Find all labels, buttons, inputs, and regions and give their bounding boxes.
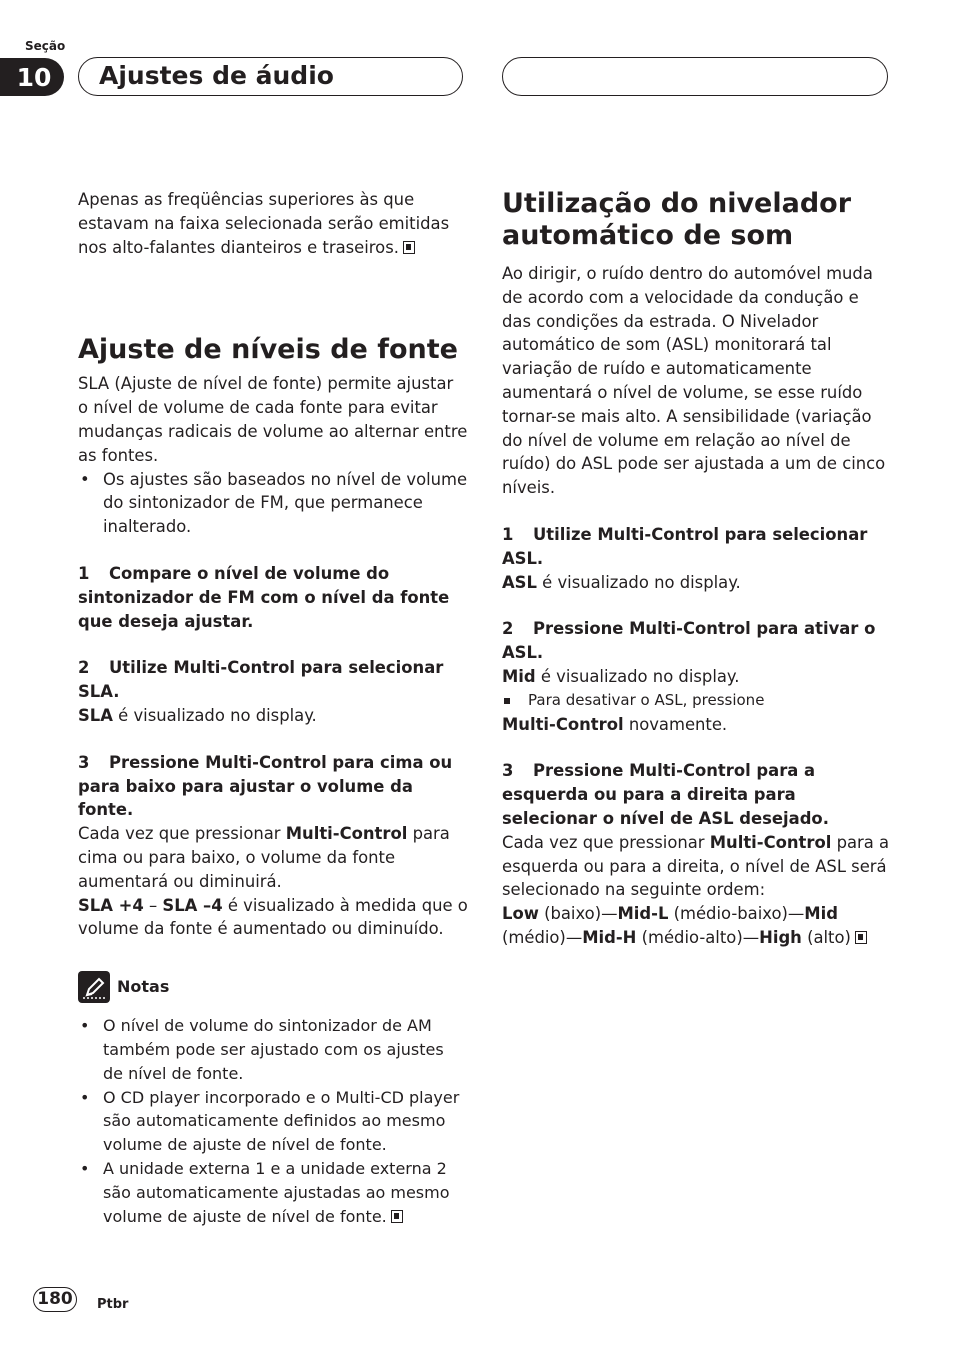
asl-step-2: 2 Pressione Multi-Control para ativar o ASL. bbox=[502, 619, 876, 663]
asl-step-1-result: ASL é visualizado no display. bbox=[502, 572, 741, 592]
page-number: 180 bbox=[33, 1287, 77, 1312]
sla-step-3-range: SLA +4 – SLA –4 é visualizado à medida que o volume da fonte é aumentado ou diminuído. bbox=[78, 895, 468, 939]
left-column bbox=[78, 188, 468, 1228]
sla-body: SLA (Ajuste de nível de fonte) permite ajustar o nível de volume de cada fonte para evitar mudanças radicais de volume ao alternar entre as fontes. bbox=[78, 374, 468, 465]
note-pencil-icon bbox=[78, 971, 110, 1003]
section-title: Ajustes de áudio bbox=[78, 57, 463, 96]
sla-step-1: 1 Compare o nível de volume do sintonizador de FM com o nível da fonte que deseja ajustar. bbox=[78, 563, 450, 631]
sla-step-3: 3 Pressione Multi-Control para cima ou para baixo para ajustar o volume da fonte. bbox=[78, 752, 453, 820]
intro-paragraph: Apenas as freqüências superiores às que estavam na faixa selecionada serão emitidas nos alto-falantes dianteiros e traseiros. bbox=[78, 190, 450, 257]
language-code: Ptbr bbox=[97, 1297, 129, 1312]
sla-step-3-desc: Cada vez que pressionar Multi-Control para cima ou para baixo, o volume da fonte aumentará ou diminuirá. bbox=[78, 824, 450, 891]
notes-title: Notas bbox=[117, 977, 170, 997]
asl-step-3-desc: Cada vez que pressionar Multi-Control para a esquerda ou para a direita, o nível de ASL será selecionado na seguinte ordem: bbox=[502, 832, 890, 900]
asl-step-1: 1 Utilize Multi-Control para selecionar ASL. bbox=[502, 524, 868, 568]
end-mark-icon bbox=[855, 931, 867, 944]
note-item: • O CD player incorporado e o Multi-CD player são automaticamente definidos ao mesmo volume de ajuste de nível de fonte. bbox=[78, 1086, 468, 1157]
sla-step-2-result: SLA é visualizado no display. bbox=[78, 705, 317, 725]
note-item: • A unidade externa 1 e a unidade externa 2 são automaticamente ajustadas ao mesmo volume de ajuste de nível de fonte. bbox=[78, 1157, 468, 1228]
asl-body: Ao dirigir, o ruído dentro do automóvel muda de acordo com a velocidade da condução e das condições da estrada. O Nivelador automático de som (ASL) monitorará tal variação de ruído e automaticamente aumentará o nível de volume, se esse ruído tornar-se mais alto. A sensibilidade (variação do nível de volume em relação ao nível de ruído) do ASL pode ser ajustada a um de cinco níveis. bbox=[502, 264, 886, 498]
asl-step-2-tip-cont: Multi-Control novamente. bbox=[502, 714, 728, 734]
end-mark-icon bbox=[403, 241, 415, 254]
asl-heading: Utilização do nivelador automático de som bbox=[502, 188, 852, 251]
note-item: • O nível de volume do sintonizador de AM também pode ser ajustado com os ajustes de nível de fonte. bbox=[78, 1014, 468, 1085]
section-label: Seção bbox=[25, 39, 66, 53]
notes-header bbox=[78, 971, 468, 1003]
sla-bullet: • Os ajustes são baseados no nível de volume do sintonizador de FM, que permanece inalterado. bbox=[78, 468, 468, 539]
asl-step-2-tip: Para desativar o ASL, pressione bbox=[502, 689, 892, 713]
end-mark-icon bbox=[391, 1210, 403, 1223]
asl-step-2-result: Mid é visualizado no display. bbox=[502, 666, 740, 686]
asl-level-order: Low (baixo)—Mid-L (médio-baixo)—Mid (médio)—Mid-H (médio-alto)—High (alto) bbox=[502, 902, 892, 950]
sla-heading: Ajuste de níveis de fonte bbox=[78, 334, 458, 366]
asl-step-3: 3 Pressione Multi-Control para a esquerda ou para a direita para selecionar o nível de ASL desejado. bbox=[502, 761, 829, 828]
section-number-badge: 10 bbox=[0, 58, 64, 96]
header-empty-pill bbox=[502, 57, 888, 96]
sla-step-2: 2 Utilize Multi-Control para selecionar SLA. bbox=[78, 658, 444, 702]
right-column bbox=[502, 188, 892, 950]
